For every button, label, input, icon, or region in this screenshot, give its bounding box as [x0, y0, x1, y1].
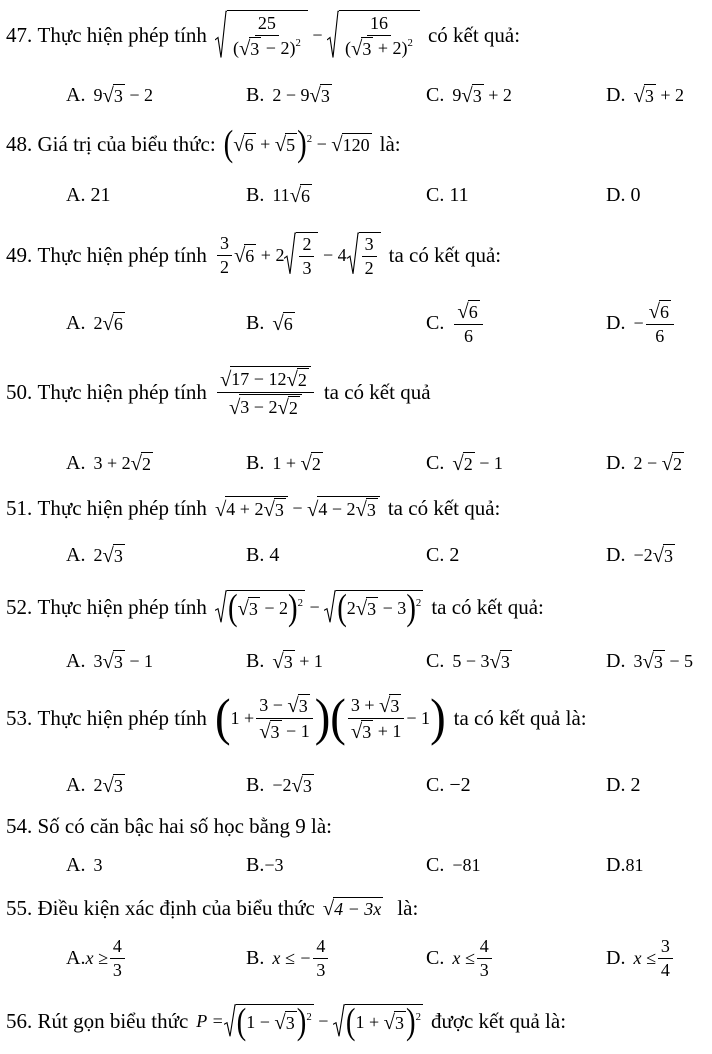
math-expression: $\frac{3}{2}$ √ 6 + 2 $\frac{2}{3}$ − 4 $\frac{3}{2}$ [215, 232, 381, 279]
option-b[interactable]: B. 2 − 9 √ 3 [246, 84, 330, 108]
option-c[interactable]: C. x ≤ $\frac{4}{3}$ [426, 936, 494, 981]
option-c[interactable]: C. 2 [426, 544, 460, 566]
math-expression: P = ( 1 − √ 3 ) 2 − ( 1 + √ 3 ) 2 [196, 1000, 421, 1043]
term: 2 [392, 37, 402, 58]
question-number: 56. [6, 1008, 33, 1033]
question-stem: Thực hiện phép tính [37, 243, 207, 267]
option-b[interactable]: B. √ 6 [246, 312, 293, 336]
question-number: 49. [6, 243, 33, 267]
question-number: 55. [6, 896, 33, 920]
question-stem: Thực hiện phép tính [37, 22, 207, 47]
question-53 [6, 689, 587, 747]
question-tail: được kết quả là: [431, 1008, 567, 1033]
question-tail: ta có kết quả: [387, 496, 501, 520]
math-expression: √ 4 − 3x [322, 898, 382, 921]
option-c[interactable]: C. √ 6 6 [426, 300, 485, 347]
exponent: 2 [407, 36, 413, 49]
option-a[interactable]: A. x ≥ $\frac{4}{3}$ [66, 936, 127, 981]
question-54 [6, 814, 340, 839]
question-number: 53. [6, 706, 33, 730]
question-number: 48. [6, 131, 33, 156]
question-47 [6, 10, 520, 60]
option-b[interactable]: B. 1 + √ 2 [246, 452, 321, 476]
question-56 [6, 1000, 567, 1043]
math-expression: ( √ 3 − 2 ) 2 − ( 2 √ 3 − 3 ) 2 [215, 590, 423, 624]
question-number: 51. [6, 496, 33, 520]
question-stem: Rút gọn biểu thức [37, 1008, 189, 1033]
question-48 [6, 123, 401, 165]
option-d[interactable]: D. 2 [606, 774, 641, 796]
question-50 [6, 366, 431, 419]
option-a[interactable]: A. 2 √ 3 [66, 774, 123, 798]
option-a[interactable]: A. 3 + 2 √ 2 [66, 452, 151, 476]
option-d[interactable]: D. 2 − √ 2 [606, 452, 682, 476]
option-c[interactable]: C. 9 √ 3 + 2 [426, 84, 512, 108]
radicand: 3 [362, 38, 372, 59]
question-55 [6, 896, 418, 921]
option-b[interactable]: B. 4 [246, 544, 280, 566]
numerator: 25 [255, 13, 279, 36]
option-c[interactable]: C. −81 [426, 854, 481, 876]
radicand: 3 [250, 38, 260, 59]
question-tail: ta có kết quả [323, 380, 431, 404]
option-a[interactable]: A. 2 √ 3 [66, 544, 123, 568]
question-number: 54. [6, 814, 33, 838]
question-number: 50. [6, 380, 33, 404]
option-c[interactable]: C. −2 [426, 774, 471, 796]
option-d[interactable]: D. 3 √ 3 − 5 [606, 650, 693, 674]
question-number: 47. [6, 22, 33, 47]
option-b[interactable]: B. −2 √ 3 [246, 774, 312, 798]
question-number: 52. [6, 594, 33, 619]
option-d[interactable]: D. √ 3 + 2 [606, 84, 684, 108]
option-d[interactable]: D. − √ 6 6 [606, 300, 676, 347]
math-expression: √ 4 + 2 √ 3 − √ 4 − 2 √ 3 [215, 496, 380, 521]
exponent: 2 [295, 36, 301, 49]
question-tail: ta có kết quả: [388, 243, 502, 267]
numerator: 16 [367, 13, 391, 36]
question-stem: Thực hiện phép tính [37, 496, 207, 520]
option-a[interactable]: A. 9 √ 3 − 2 [66, 84, 153, 108]
option-b[interactable]: B. 11 √ 6 [246, 184, 311, 208]
question-tail: ta có kết quả là: [453, 706, 587, 730]
option-c[interactable]: C. 11 [426, 184, 469, 206]
question-51 [6, 496, 500, 521]
option-d[interactable]: D. −2 √ 3 [606, 544, 673, 568]
option-a[interactable]: A. 3 √ 3 − 1 [66, 650, 153, 674]
question-tail: ta có kết quả: [431, 594, 544, 619]
question-stem: Thực hiện phép tính [37, 380, 207, 404]
question-stem: Số có căn bậc hai số học bằng 9 là: [37, 814, 332, 838]
option-d[interactable]: D. x ≤ $\frac{3}{4}$ [606, 936, 675, 981]
math-expression: ( 1 + 3 − √ 3 √ 3 − 1 ) ( 3 + √ 3 √ 3 + 1 − 1 ) [214, 689, 446, 747]
option-b[interactable]: B. −3 [246, 854, 284, 876]
term: 2 [280, 37, 290, 58]
option-c[interactable]: C. 5 − 3 √ 3 [426, 650, 510, 674]
question-tail: là: [379, 131, 401, 156]
question-stem: Thực hiện phép tính [37, 706, 207, 730]
option-d[interactable]: D. 81 [606, 854, 644, 876]
option-c[interactable]: C. √ 2 − 1 [426, 452, 503, 476]
math-expression: 25 ( √ 3 − 2 ) 2 − 16 ( √ 3 + 2 ) 2 [215, 10, 420, 60]
math-expression: √ 17 − 12 √ 2 √ 3 − 2 √ 2 [215, 366, 316, 419]
question-49 [6, 232, 501, 279]
question-stem: Điều kiện xác định của biểu thức [37, 896, 315, 920]
question-52 [6, 586, 544, 629]
option-a[interactable]: A. 21 [66, 184, 111, 206]
option-b[interactable]: B. √ 3 + 1 [246, 650, 323, 674]
option-b[interactable]: B. x ≤ − $\frac{4}{3}$ [246, 936, 330, 981]
question-stem: Thực hiện phép tính [37, 594, 207, 619]
math-expression: ( √ 6 + √ 5 ) 2 − √ 120 [223, 123, 370, 165]
option-a[interactable]: A. 2 √ 6 [66, 312, 123, 336]
option-a[interactable]: A. 3 [66, 854, 103, 876]
question-tail: có kết quả: [427, 22, 521, 47]
option-d[interactable]: D. 0 [606, 184, 641, 206]
question-stem: Giá trị của biểu thức: [37, 131, 216, 156]
question-tail: là: [397, 896, 419, 920]
